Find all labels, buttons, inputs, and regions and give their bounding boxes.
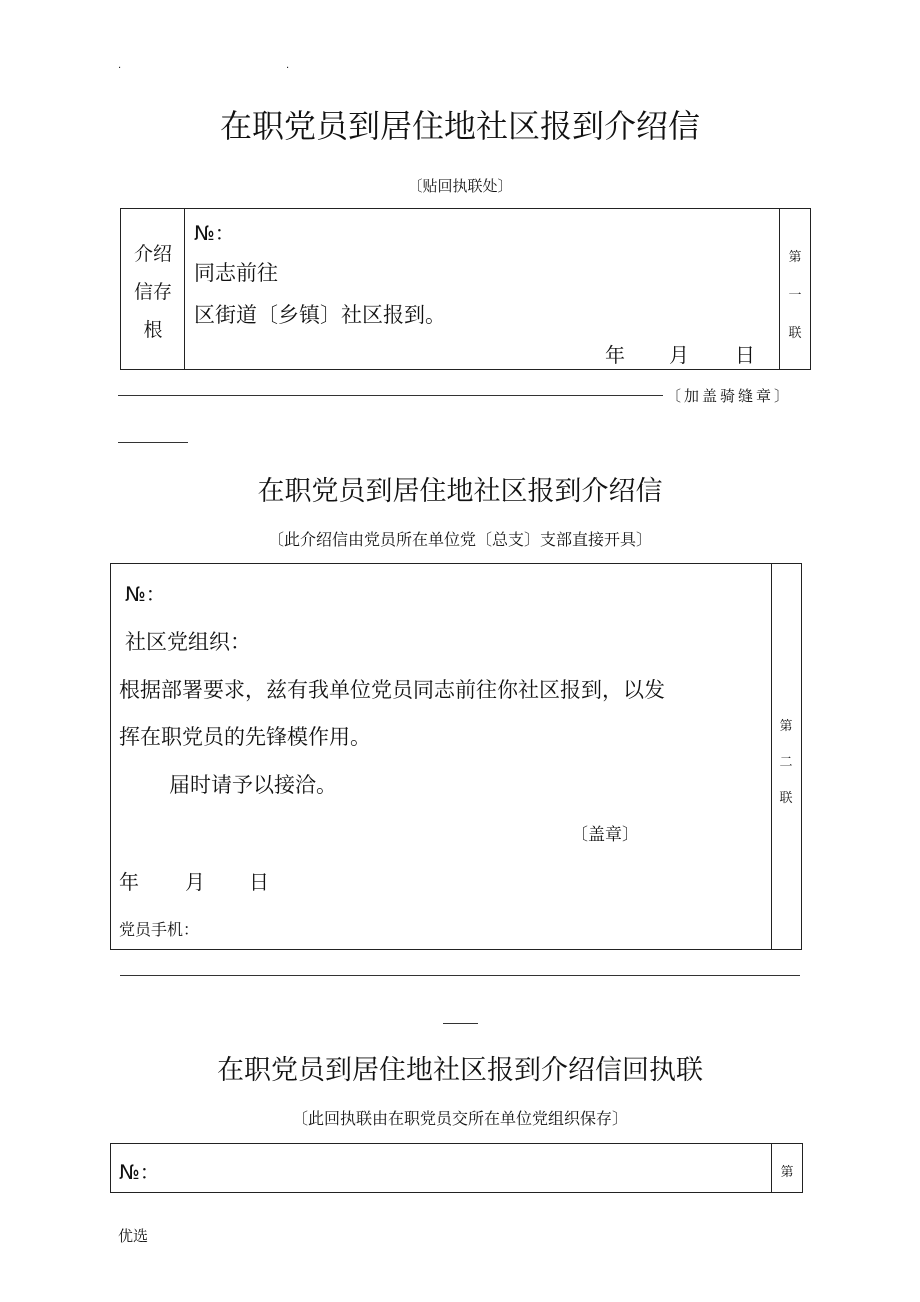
- letter-body-line-1: 根据部署要求，兹有我单位党员同志前往你社区报到，以发: [119, 678, 665, 702]
- stub-copy-label-1: 第: [788, 250, 802, 265]
- top-mark-right: ·: [286, 63, 290, 74]
- stub-line-1: 同志前往: [194, 261, 278, 285]
- receipt-form-box: [110, 1143, 803, 1193]
- receipt-copy-label-1: 第: [780, 1165, 794, 1180]
- stub-form-box: [120, 208, 811, 370]
- letter-copy-label-2: 二: [779, 755, 793, 770]
- stub-side-label-1: 介绍: [133, 243, 172, 265]
- stub-subtitle: 〔贴回执联处〕: [407, 177, 513, 195]
- seam-line: [118, 395, 663, 396]
- seam-seal-note: 〔加盖骑缝章〕: [666, 387, 793, 405]
- stub-side-label-3: 根: [143, 319, 163, 341]
- stub-side-label-2: 信存: [133, 281, 172, 303]
- top-mark-left: ·: [118, 63, 122, 74]
- letter-form-box: [110, 563, 802, 950]
- cut-line: [120, 975, 800, 976]
- short-divider-1: [118, 442, 188, 443]
- stub-date-month: 月: [669, 343, 689, 367]
- letter-greeting: 社区党组织：: [125, 630, 251, 654]
- letter-stamp: 〔盖章〕: [571, 825, 639, 845]
- member-phone-label: 党员手机：: [119, 920, 200, 939]
- letter-title: 在职党员到居住地社区报到介绍信: [257, 476, 663, 507]
- stub-copy-label-2: 一: [788, 288, 802, 303]
- stub-line-2: 区街道〔乡镇〕社区报到。: [194, 303, 446, 327]
- stub-date-year: 年: [605, 343, 625, 367]
- letter-serial-number: №：: [125, 582, 166, 606]
- footer-text: 优选: [118, 1227, 149, 1245]
- letter-date-day: 日: [249, 870, 269, 894]
- letter-copy-label-3: 联: [779, 791, 793, 806]
- letter-copy-label-1: 第: [779, 719, 793, 734]
- stub-serial-number: №：: [194, 221, 235, 245]
- receipt-subtitle: 〔此回执联由在职党员交所在单位党组织保存〕: [291, 1109, 628, 1128]
- stub-title: 在职党员到居住地社区报到介绍信: [219, 107, 700, 145]
- letter-date-month: 月: [185, 870, 205, 894]
- letter-subtitle: 〔此介绍信由党员所在单位党〔总支〕支部直接开具〕: [267, 530, 652, 549]
- stub-copy-label-3: 联: [788, 326, 802, 341]
- short-divider-2: [443, 1023, 478, 1024]
- receipt-serial-number: №：: [119, 1160, 160, 1184]
- letter-body-line-2: 挥在职党员的先锋模作用。: [119, 725, 371, 749]
- stub-date-day: 日: [735, 343, 755, 367]
- letter-date-year: 年: [119, 870, 139, 894]
- letter-body-line-3: 届时请予以接洽。: [169, 773, 337, 797]
- receipt-title: 在职党员到居住地社区报到介绍信回执联: [217, 1055, 703, 1086]
